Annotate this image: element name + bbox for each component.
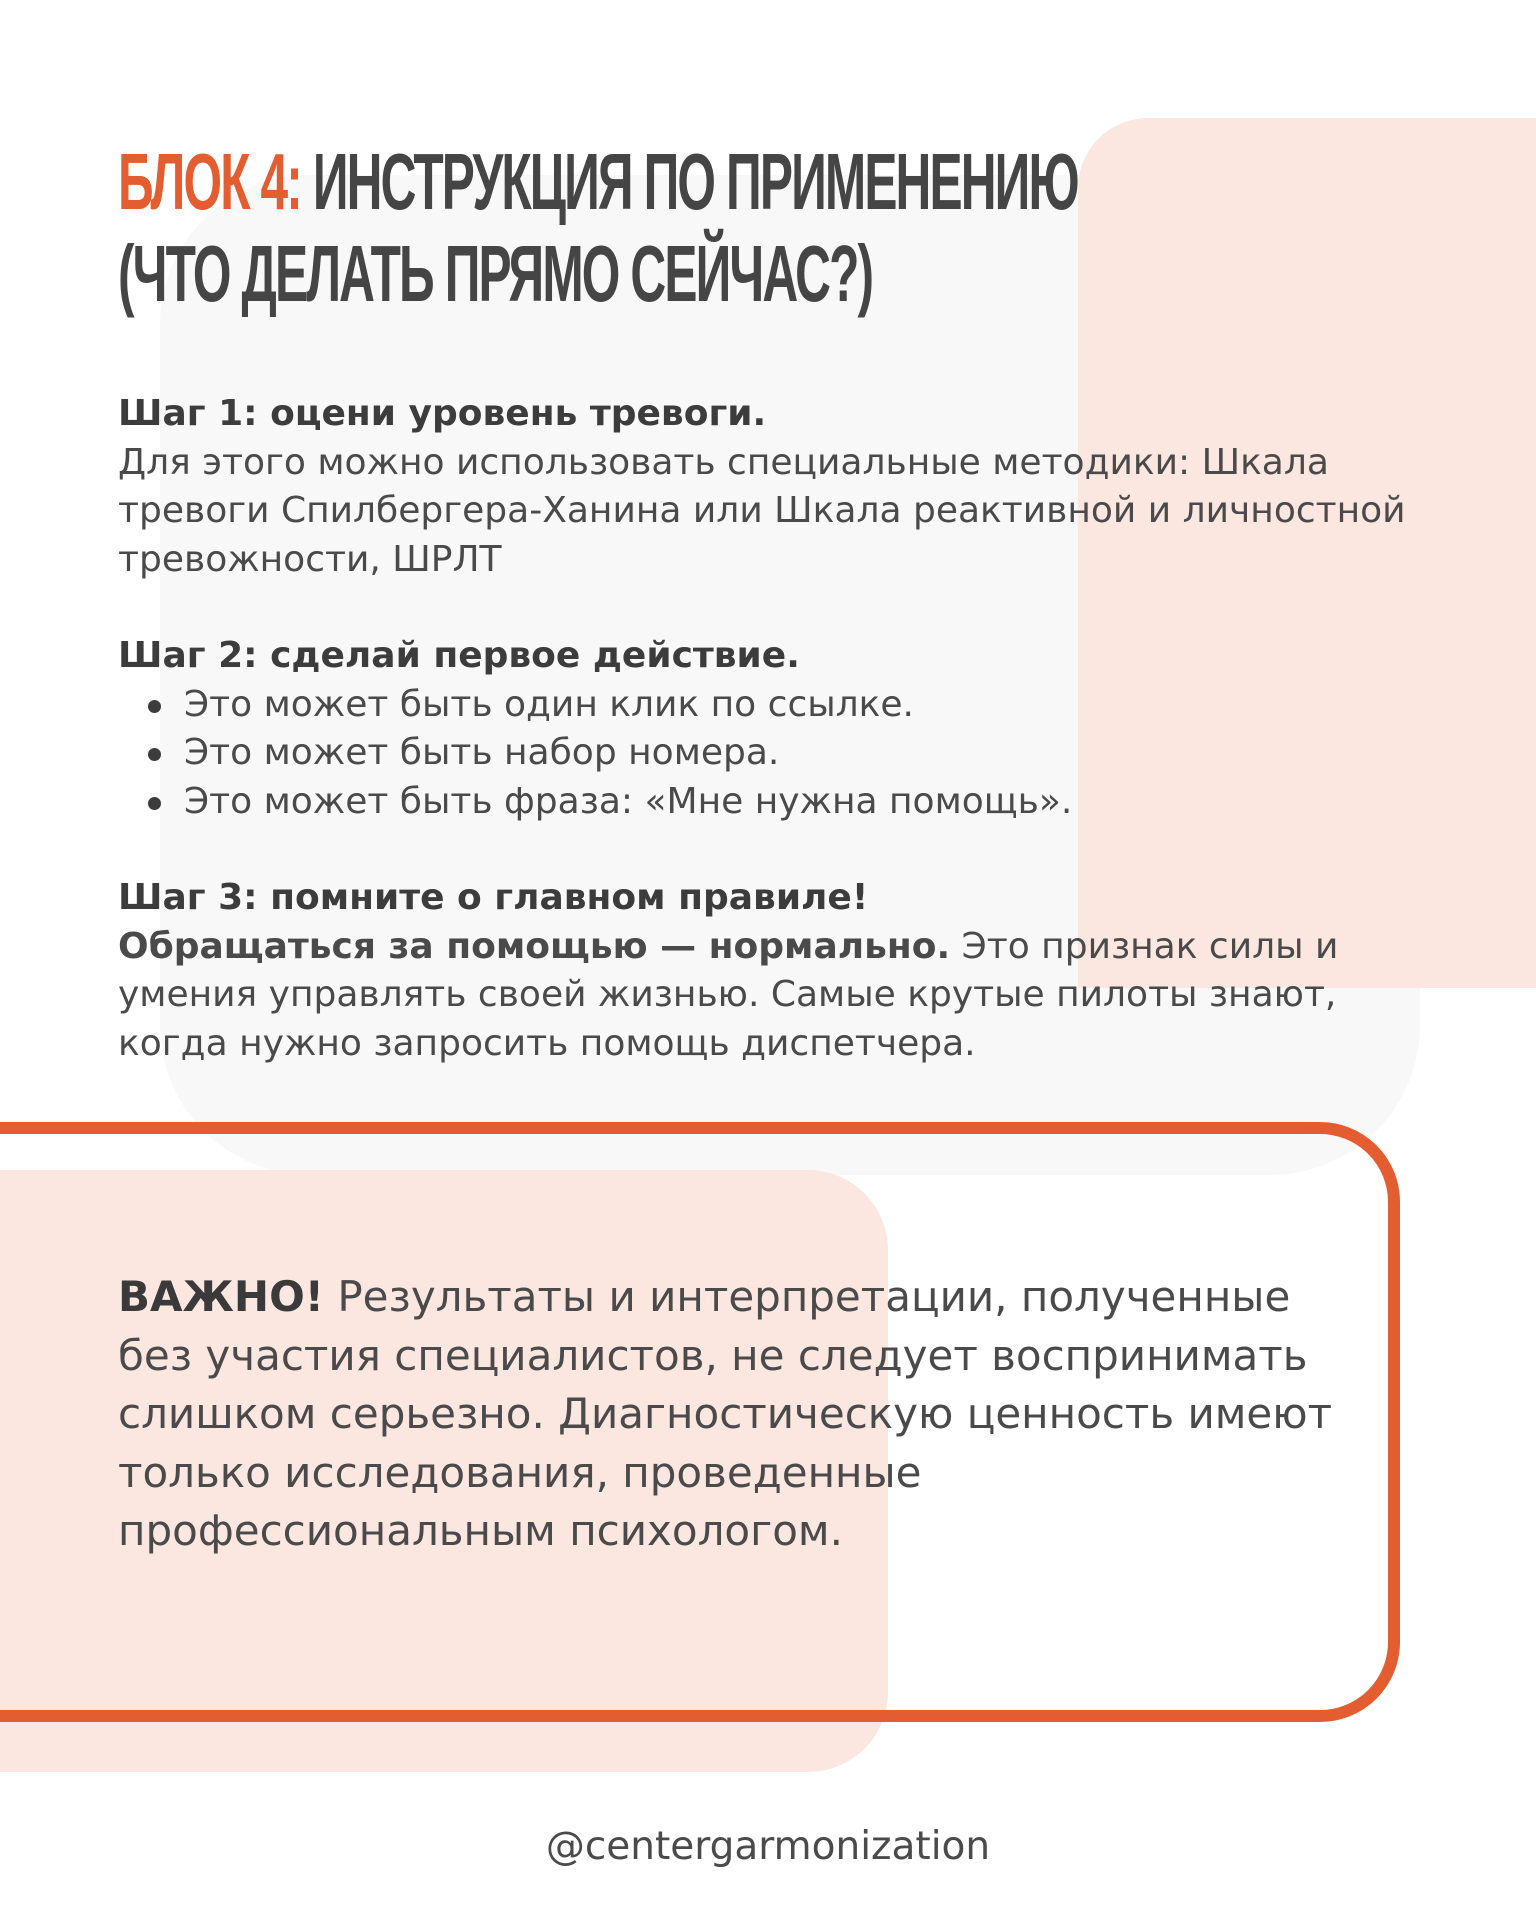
step-2-heading: Шаг 2: сделай первое действие. bbox=[118, 635, 800, 676]
important-text: Результаты и интерпретации, полученные без участия специалистов, не следует воспринимать слишком серьезно. Диагностическую ценность имеют только исследования, проведенные профессиональным психологом. bbox=[118, 1272, 1333, 1555]
list-item: Это может быть фраза: «Мне нужна помощь». bbox=[118, 778, 1408, 827]
important-label: ВАЖНО! bbox=[118, 1272, 324, 1321]
step-3-emphasis: Обращаться за помощью — нормально. bbox=[118, 925, 951, 967]
step-1-body: Для этого можно использовать специальные методики: Шкала тревоги Спилбергера-Ханина или Шкала реактивной и личностной тревожности, ШРЛТ bbox=[118, 441, 1406, 580]
step-2-list bbox=[118, 681, 1408, 827]
steps-section bbox=[118, 390, 1408, 1116]
important-note bbox=[118, 1268, 1368, 1561]
step-3-body bbox=[118, 923, 1408, 1069]
list-item: Это может быть набор номера. bbox=[118, 729, 1408, 778]
title-line-2: (ЧТО ДЕЛАТЬ ПРЯМО СЕЙЧАС?) bbox=[118, 229, 873, 318]
step-1 bbox=[118, 390, 1408, 584]
step-3-text: Это признак силы и умения управлять своей жизнью. Самые крутые пилоты знают, когда нужно запросить помощь диспетчера. bbox=[118, 925, 1339, 1064]
step-2 bbox=[118, 632, 1408, 826]
list-item: Это может быть один клик по ссылке. bbox=[118, 681, 1408, 730]
step-3 bbox=[118, 874, 1408, 1068]
social-handle: @centergarmonization bbox=[545, 1824, 991, 1869]
title-block-number: БЛОК 4: bbox=[118, 137, 301, 226]
page-title bbox=[118, 136, 1078, 320]
step-1-heading: Шаг 1: оцени уровень тревоги. bbox=[118, 393, 767, 434]
title-line-1: ИНСТРУКЦИЯ ПО ПРИМЕНЕНИЮ bbox=[312, 137, 1078, 226]
step-3-heading: Шаг 3: помните о главном правиле! bbox=[118, 877, 869, 918]
